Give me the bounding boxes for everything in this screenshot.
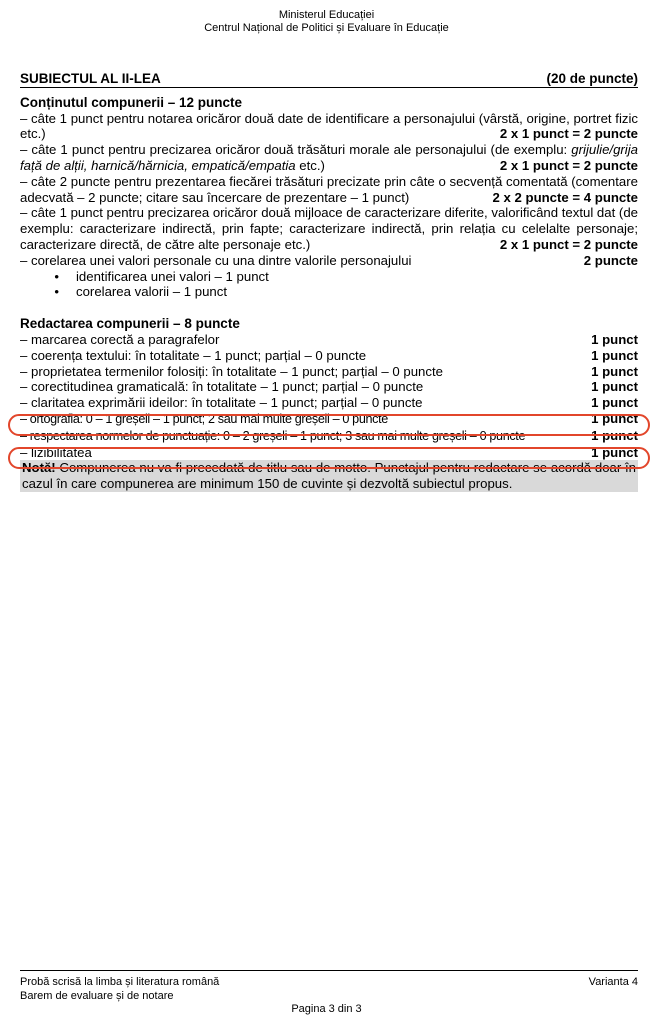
content-item-1-points: 2 x 1 punct = 2 puncte <box>499 126 638 142</box>
footer-row <box>20 975 638 989</box>
content-item-5-text: – corelarea unei valori personale cu una dintre valorile personajului <box>20 252 412 268</box>
writing-item-text: – marcarea corectă a paragrafelor <box>20 331 220 347</box>
bullet-item-text: corelarea valorii – 1 punct <box>76 284 228 300</box>
content-item-2-etc: etc.) <box>295 157 325 173</box>
content-item-3-points: 2 x 2 puncte = 4 puncte <box>492 189 638 205</box>
writing-item <box>20 364 638 380</box>
center-name: Centrul Național de Politici și Evaluare în Educație <box>204 22 449 34</box>
highlight-oval-spelling <box>8 411 650 436</box>
writing-item-text: – lizibilitatea <box>20 444 92 460</box>
writing-item-text: – corectitudinea gramaticală: în totalitate – 1 punct; parțial – 0 puncte <box>20 379 424 395</box>
ministry-name: Ministerul Educației <box>278 9 375 21</box>
writing-item <box>20 395 638 411</box>
highlight-oval-legibility <box>8 444 650 469</box>
writing-item-points: 1 punct <box>591 347 638 363</box>
content-item-2-examples: grijulie/grija față de alții, harnică/hărnicia, empatică/empatia <box>20 142 638 173</box>
writing-item-text: – ortografia: 0 – 1 greșeli – 1 punct; 2 sau mai multe greșeli – 0 puncte <box>20 411 388 426</box>
bullet-item <box>20 284 638 300</box>
section-points: (20 de puncte) <box>546 71 638 86</box>
writing-item-points: 1 punct <box>591 427 638 443</box>
content-item-3-text: – câte 2 puncte pentru prezentarea fiecărei trăsături precizate prin câte o secvență comentată (comentare adecvată – 2 puncte; citare sau încercare de prezentare – 1 punct) <box>20 173 638 205</box>
writing-item-text: – proprietatea termenilor folosiți: în totalitate – 1 punct; parțial – 0 puncte <box>20 363 443 379</box>
writing-item-points: 1 punct <box>591 363 638 379</box>
footer-barem: Barem de evaluare și de notare <box>20 990 174 1002</box>
writing-item <box>20 379 638 395</box>
writing-item-points: 1 punct <box>591 410 638 426</box>
document-footer <box>20 970 638 1003</box>
content-item-2-text: – câte 1 punct pentru precizarea oricăror două trăsături morale ale personajului (de exemplu: <box>20 142 568 158</box>
page-number: Pagina 3 din 3 <box>291 1003 362 1015</box>
content-item-5 <box>20 253 638 269</box>
footer-variant: Varianta 4 <box>588 976 638 988</box>
writing-item <box>20 332 638 348</box>
value-bullet-list <box>20 269 638 301</box>
footer-exam-name: Probă scrisă la limba și literatura română <box>20 976 220 988</box>
writing-item <box>20 348 638 364</box>
content-item-4-points: 2 x 1 punct = 2 puncte <box>499 236 638 252</box>
writing-item-points: 1 punct <box>591 444 638 460</box>
writing-heading: Redactarea compunerii – 8 puncte <box>20 316 240 332</box>
content-item-5-points: 2 puncte <box>583 252 638 268</box>
content-item-1-text: – câte 1 punct pentru notarea oricăror două date de identificare a personajului (vârstă, origine, portret fizic etc.) <box>20 110 638 142</box>
writing-item-points: 1 punct <box>591 395 638 411</box>
bullet-item-text: identificarea unei valori – 1 punct <box>76 268 269 284</box>
writing-item-text: – coerența textului: în totalitate – 1 punct; parțial – 0 puncte <box>20 347 367 363</box>
section-header <box>20 71 638 88</box>
document-header <box>0 9 653 35</box>
bullet-item <box>20 269 638 285</box>
section-title: SUBIECTUL AL II-LEA <box>20 71 161 86</box>
content-item-4-text: – câte 1 punct pentru precizarea oricăror două mijloace de caracterizare diferite, valorificând textul dat (de exemplu: caracterizare indirectă, prin fapte; caracterizare indirectă, prin relația cu celelalte personaje; caracterizare directă, de către alte personaje etc.) <box>20 205 638 252</box>
note-text: Compunerea nu va fi precedată de titlu sau de motto. Punctajul pentru redactare se acordă doar în cazul în care compunerea are minimum 150 de cuvinte și dezvoltă subiectul propus. <box>22 460 636 492</box>
writing-item-text: – claritatea exprimării ideilor: în totalitate – 1 punct; parțial – 0 puncte <box>20 395 423 411</box>
writing-item-points: 1 punct <box>591 379 638 395</box>
writing-item-text: – respectarea normelor de punctuație: 0 – 2 greșeli – 1 punct; 3 sau mai multe greșeli – 0 puncte <box>20 428 526 443</box>
content-heading: Conținutul compunerii – 12 puncte <box>20 94 243 110</box>
writing-item-points: 1 punct <box>591 331 638 347</box>
content-item-2-points: 2 x 1 punct = 2 puncte <box>499 157 638 173</box>
note-label: Notă! <box>22 460 56 476</box>
